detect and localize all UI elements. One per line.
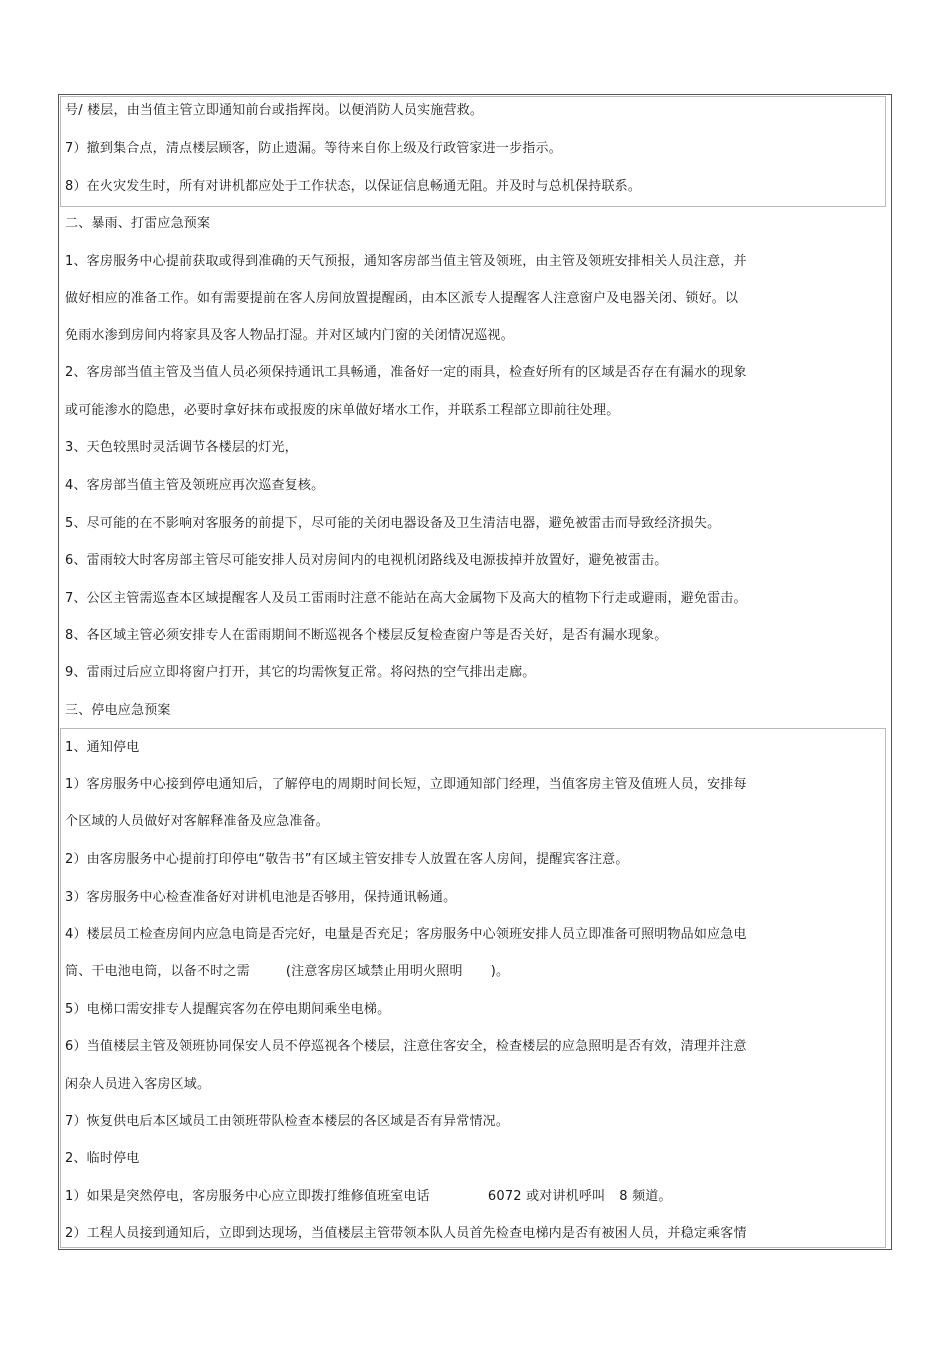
text-line: 9、雷雨过后应立即将窗户打开，其它的均需恢复正常。将闷热的空气排出走廊。 bbox=[65, 665, 536, 680]
text-line: 1、客房服务中心提前获取或得到准确的天气预报，通知客房部当值主管及领班，由主管及领班安排相关人员注意，并 bbox=[65, 254, 747, 269]
text-fragment: 6072 或对讲机呼叫 bbox=[487, 1189, 606, 1204]
power-outage-box bbox=[60, 728, 886, 1248]
text-line: 2、客房部当值主管及当值人员必须保持通讯工具畅通，准备好一定的雨具，检查好所有的区域是否存在有漏水的现象 bbox=[65, 365, 747, 380]
text-line: 2）由客房服务中心提前打印停电“敬告书”有区域主管安排专人放置在客人房间，提醒宾客注意。 bbox=[65, 852, 629, 867]
text-line: 免雨水渗到房间内将家具及客人物品打湿。并对区域内门窗的关闭情况巡视。 bbox=[65, 328, 514, 343]
text-line: 3）客房服务中心检查准备好对讲机电池是否够用，保持通讯畅通。 bbox=[65, 890, 457, 905]
text-line: 6、雷雨较大时客房部主管尽可能安排人员对房间内的电视机闭路线及电源拔掉并放置好，避免被雷击。 bbox=[65, 553, 668, 568]
text-line: 1）客房服务中心接到停电通知后，了解停电的周期时间长短，立即通知部门经理，当值客房主管及值班人员，安排每 bbox=[65, 777, 747, 792]
text-line: 闲杂人员进入客房区域。 bbox=[65, 1077, 211, 1092]
text-line: 8、各区域主管必须安排专人在雷雨期间不断巡视各个楼层反复检查窗户等是否关好，是否有漏水现象。 bbox=[65, 628, 668, 643]
text-line: 或可能渗水的隐患，必要时拿好抹布或报废的床单做好堵水工作，并联系工程部立即前往处理。 bbox=[65, 403, 620, 418]
section-heading: 二、暴雨、打雷应急预案 bbox=[65, 216, 211, 231]
text-line: 4）楼层员工检查房间内应急电筒是否完好，电量是否充足；客房服务中心领班安排人员立即准备可照明物品如应急电 bbox=[65, 927, 747, 942]
text-line: 5）电梯口需安排专人提醒宾客勿在停电期间乘坐电梯。 bbox=[65, 1002, 391, 1017]
text-fragment: (注意客房区域禁止用明火照明 bbox=[285, 964, 463, 979]
text-line: 做好相应的准备工作。如有需要提前在客人房间放置提醒函，由本区派专人提醒客人注意窗户及电器关闭、锁好。以 bbox=[65, 291, 739, 306]
section-heading: 三、停电应急预案 bbox=[65, 703, 171, 718]
text-fragment: )。 bbox=[490, 964, 510, 979]
text-line: 3、天色较黑时灵活调节各楼层的灯光， bbox=[65, 440, 298, 455]
text-line bbox=[65, 1189, 672, 1205]
text-line: 个区域的人员做好对客解释准备及应急准备。 bbox=[65, 814, 330, 829]
text-line: 7）撤到集合点，清点楼层顾客，防止遗漏。等待来自你上级及行政管家进一步指示。 bbox=[65, 141, 562, 156]
text-line: 7、公区主管需巡查本区域提醒客人及员工雷雨时注意不能站在高大金属物下及高大的植物下行走或避雨，避免雷击。 bbox=[65, 591, 747, 606]
text-fragment: 8 频道。 bbox=[619, 1189, 672, 1204]
text-line bbox=[65, 964, 509, 980]
text-line: 2）工程人员接到通知后，立即到达现场，当值楼层主管带领本队人员首先检查电梯内是否有被困人员，并稳定乘客情 bbox=[65, 1226, 747, 1241]
subsection-heading: 1、通知停电 bbox=[65, 740, 140, 755]
text-line: 6）当值楼层主管及领班协同保安人员不停巡视各个楼层，注意住客安全，检查楼层的应急照明是否有效，清理并注意 bbox=[65, 1039, 747, 1054]
text-fragment: 筒、干电池电筒，以备不时之需 bbox=[65, 964, 250, 979]
text-line: 4、客房部当值主管及领班应再次巡查复核。 bbox=[65, 478, 325, 493]
text-line: 7）恢复供电后本区域员工由领班带队检查本楼层的各区域是否有异常情况。 bbox=[65, 1114, 510, 1129]
text-line: 8）在火灾发生时，所有对讲机都应处于工作状态，以保证信息畅通无阻。并及时与总机保持联系。 bbox=[65, 179, 642, 194]
text-line: 号/ 楼层，由当值主管立即通知前台或指挥岗。以便消防人员实施营救。 bbox=[65, 103, 484, 118]
subsection-heading: 2、临时停电 bbox=[65, 1151, 140, 1166]
text-fragment: 1）如果是突然停电，客房服务中心应立即拨打维修值班室电话 bbox=[65, 1189, 430, 1204]
text-line: 5、尽可能的在不影响对客服务的前提下，尽可能的关闭电器设备及卫生清洁电器，避免被雷击而导致经济损失。 bbox=[65, 516, 721, 531]
